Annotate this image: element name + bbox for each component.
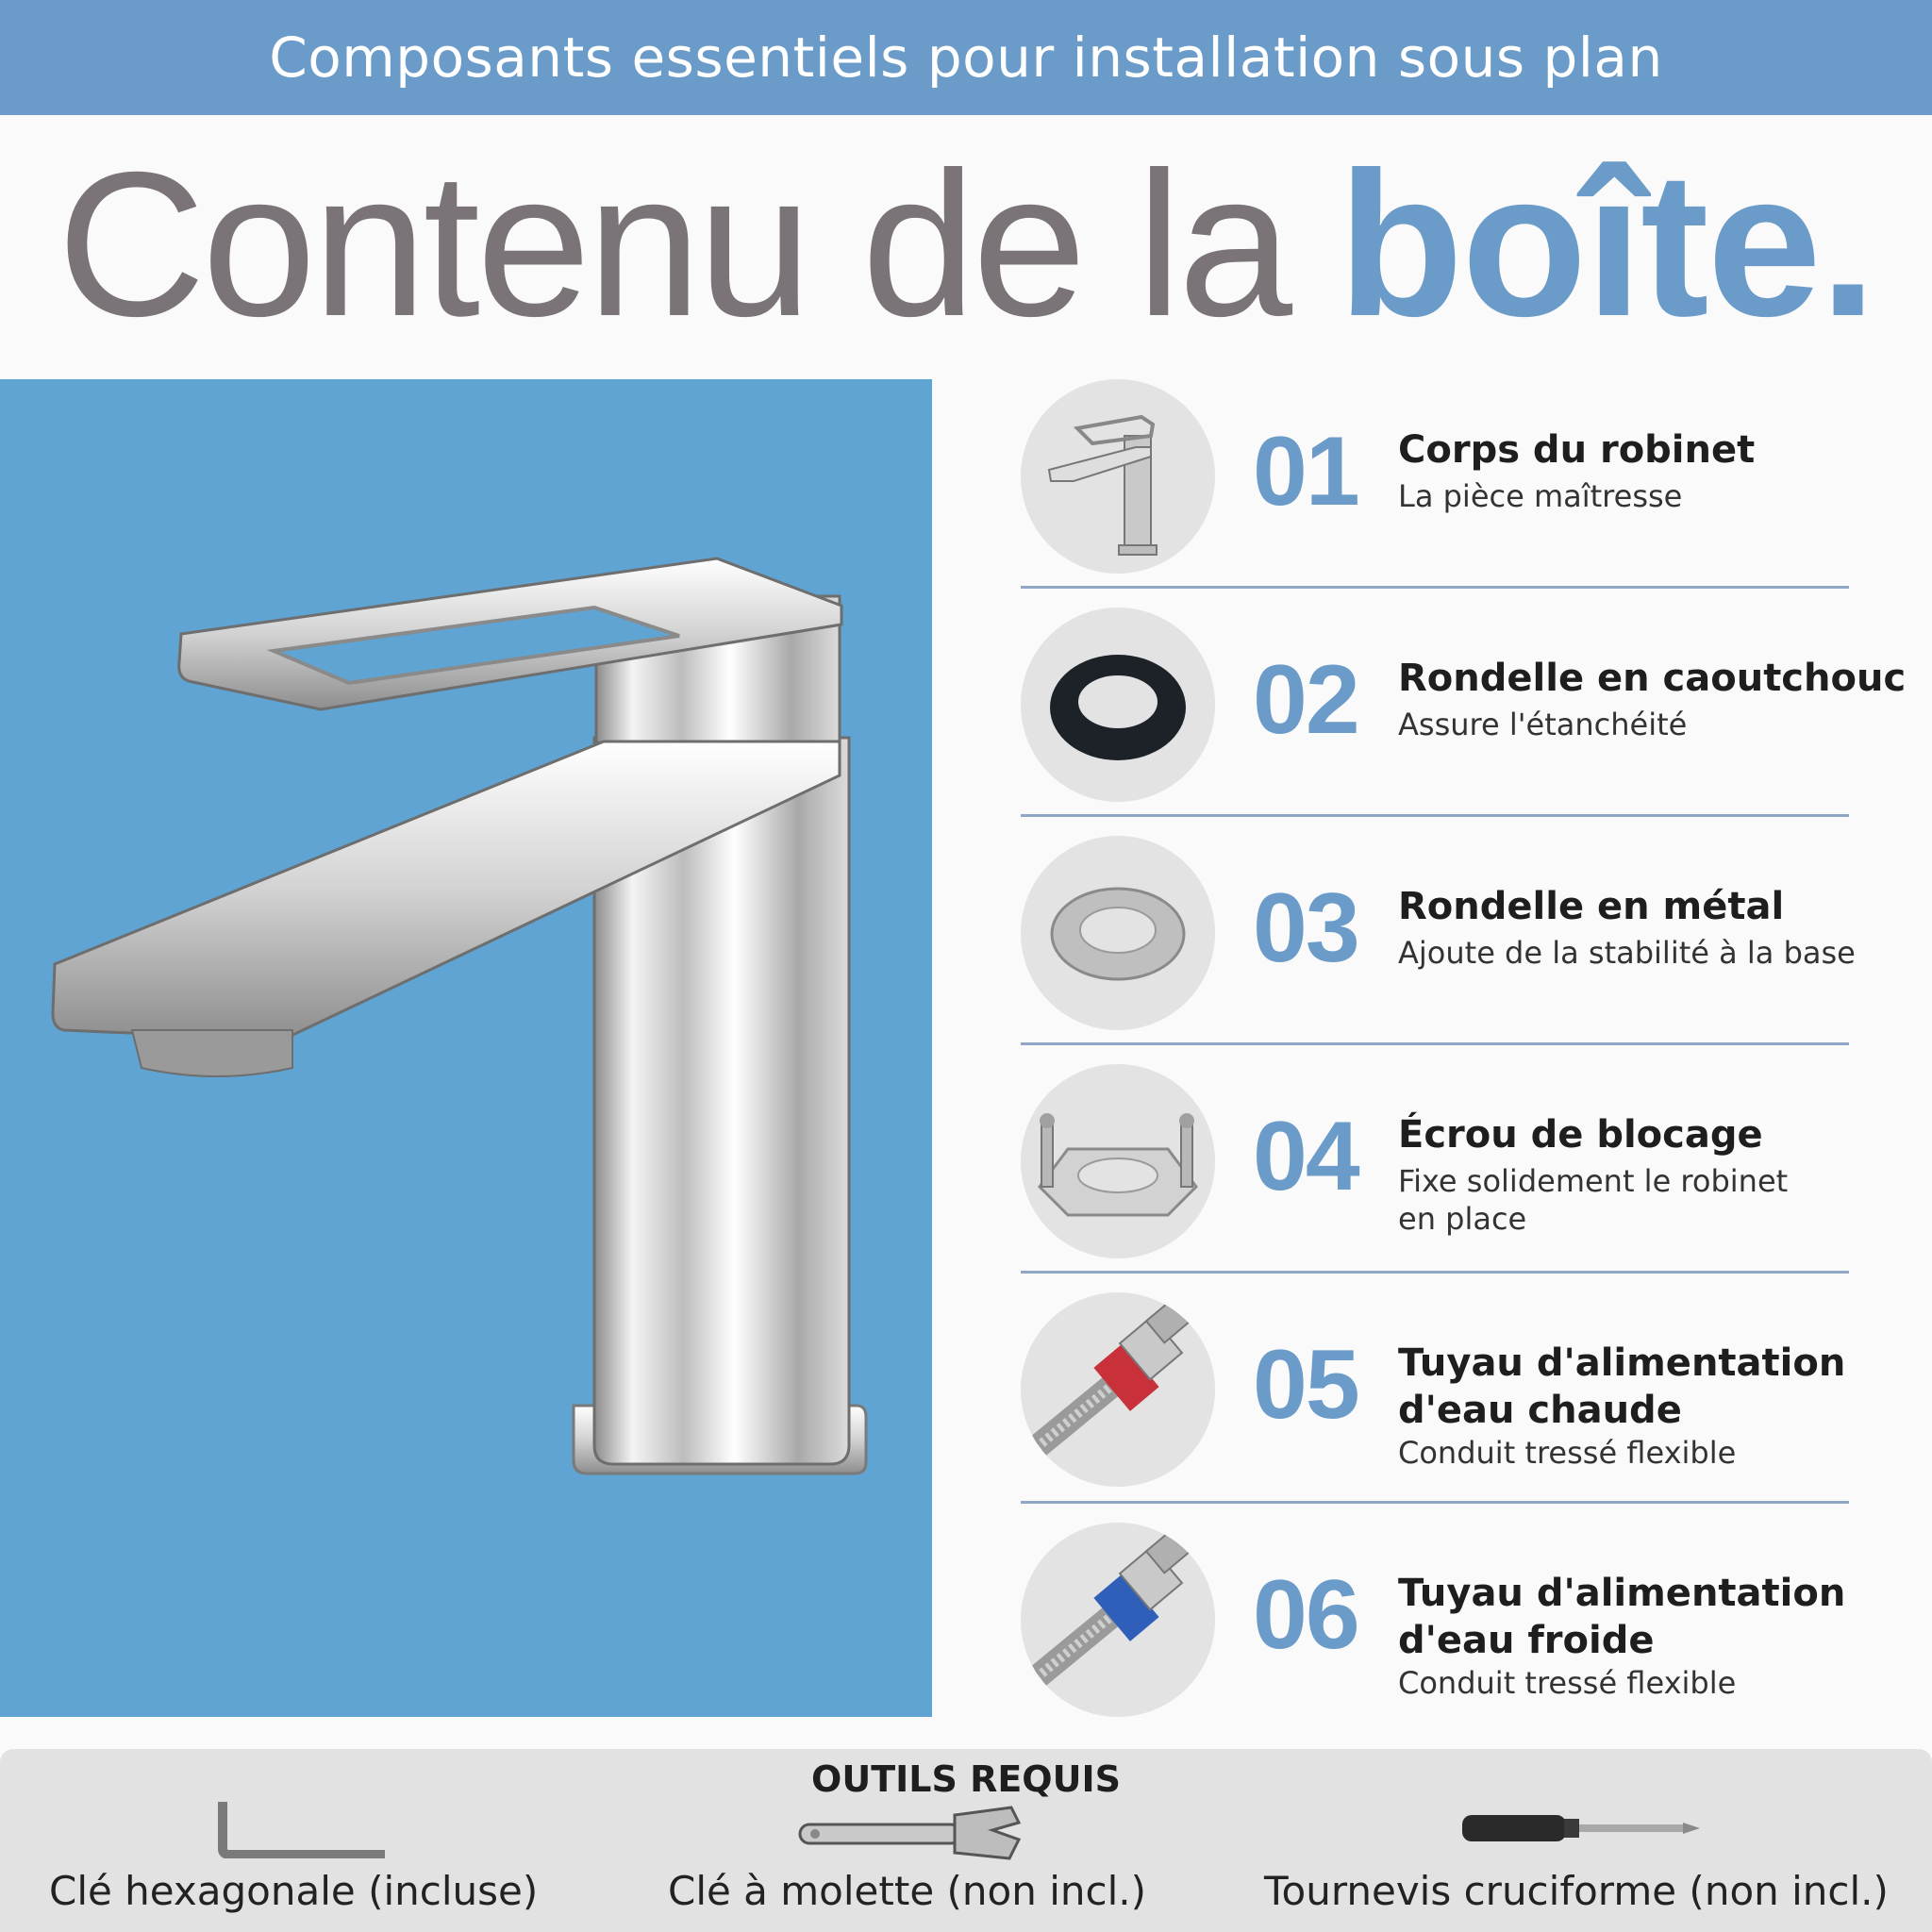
rubber-washer-icon [1021,608,1215,802]
item-title: Rondelle en caoutchouc [1398,657,1907,700]
item-title: Tuyau d'alimentation d'eau froide [1398,1572,1846,1662]
faucet-icon [0,379,932,1717]
screwdriver-icon [1458,1809,1704,1847]
required-tools-panel [0,1749,1932,1932]
list-item-04 [1021,1064,1898,1283]
hero-faucet-image [0,379,932,1717]
item-number: 02 [1253,645,1358,755]
page-title [0,130,1932,359]
item-title: Écrou de blocage [1398,1113,1763,1157]
banner-text: Composants essentiels pour installation sous plan [269,25,1663,90]
item-number: 01 [1253,417,1358,526]
adjustable-wrench-icon [794,1806,1024,1862]
tool-label-hex-key: Clé hexagonale (incluse) [49,1868,539,1914]
list-item-06 [1021,1523,1898,1741]
divider [1021,1271,1849,1274]
page-title-bold: boîte. [1338,130,1875,359]
item-number: 03 [1253,874,1358,983]
hot-hose-icon [1021,1292,1215,1487]
divider [1021,1042,1849,1045]
list-item-03 [1021,836,1898,1055]
item-title: Corps du robinet [1398,428,1756,472]
tool-label-wrench: Clé à molette (non incl.) [668,1868,1146,1914]
list-item-05 [1021,1292,1898,1511]
item-subtitle: Fixe solidement le robinet en place [1398,1163,1789,1237]
hex-key-icon [215,1802,385,1858]
tools-title: OUTILS REQUIS [811,1758,1121,1800]
list-item-02 [1021,608,1907,826]
page-title-light: Contenu de la [57,130,1290,359]
item-number: 05 [1253,1330,1358,1440]
cold-hose-icon [1021,1523,1215,1717]
item-subtitle: Conduit tressé flexible [1398,1665,1737,1701]
item-subtitle: La pièce maîtresse [1398,478,1683,514]
tool-label-screwdriver: Tournevis cruciforme (non incl.) [1264,1868,1889,1914]
top-banner [0,0,1932,115]
item-title: Tuyau d'alimentation d'eau chaude [1398,1341,1846,1432]
faucet-thumb-icon [1021,379,1215,574]
item-subtitle: Assure l'étanchéité [1398,707,1688,742]
item-subtitle: Ajoute de la stabilité à la base [1398,935,1856,971]
item-title: Rondelle en métal [1398,885,1785,928]
lock-nut-icon [1021,1064,1215,1258]
list-item-01 [1021,379,1898,598]
item-number: 06 [1253,1560,1358,1670]
divider [1021,586,1849,589]
item-subtitle: Conduit tressé flexible [1398,1435,1737,1471]
divider [1021,1501,1849,1504]
divider [1021,814,1849,817]
item-number: 04 [1253,1102,1358,1211]
metal-washer-icon [1021,836,1215,1030]
